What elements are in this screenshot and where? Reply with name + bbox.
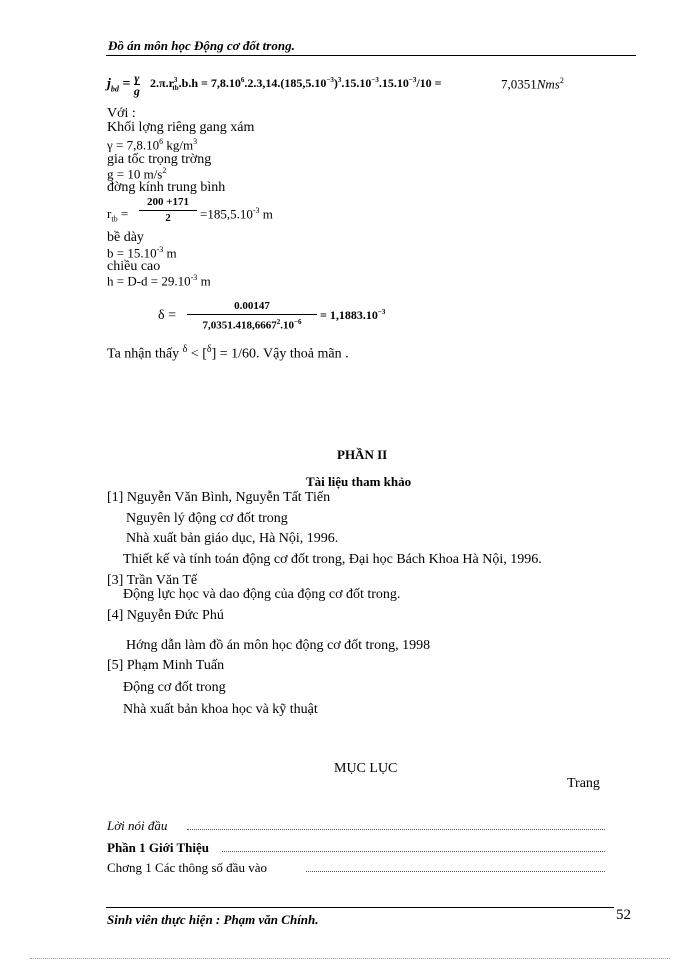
height-label: chiều cao xyxy=(107,259,161,274)
ref-5-publisher: Nhà xuất bản khoa học và kỹ thuật xyxy=(123,702,318,717)
ref-2-title: Thiết kế và tính toán động cơ đốt trong, Đại học Bách Khoa Hà Nội, 1996. xyxy=(123,552,542,567)
ref-4-author: [4] Nguyễn Đức Phú xyxy=(107,608,224,623)
delta-fraction: 0.00147 $7,0351.418,6667^2.10^{-6}$ xyxy=(187,300,317,333)
gamma-value: $\gamma = 7,8.10^6$ $kg/m^3$ xyxy=(107,137,198,153)
footer-rule xyxy=(106,907,614,908)
inertia-formula: $j_{bd}$ = $\frac{\gamma}{g}$ xyxy=(107,71,140,98)
ref-3-author: [3] Trần Văn Tế xyxy=(107,573,198,588)
delta-lhs: δ = xyxy=(158,308,176,323)
thickness-value: $b = 15.10^{-3}$ m xyxy=(107,245,177,261)
rtb-fraction: 200 +171 2 xyxy=(139,196,197,225)
ref-1-title: Nguyên lý động cơ đốt trong xyxy=(126,511,288,526)
inertia-formula-rhs: $2.\pi.r^3_{tb}.b.h = 7,8.10^6.2.3,14.(185,5.10^{-3})^3.15.10^{-3}.15.10^{-3}/10$ = xyxy=(150,76,442,93)
page-header-title: Đồ án môn học Động cơ đốt trong. xyxy=(108,38,295,53)
ref-1-publisher: Nhà xuất bản giáo dục, Hà Nội, 1996. xyxy=(126,531,339,546)
toc-leader xyxy=(187,829,605,830)
part-title: PHẦN II xyxy=(337,447,388,462)
ref-3-title: Động lực học và dao động của động cơ đốt trong. xyxy=(123,587,401,602)
references-heading: Tài liệu tham khảo xyxy=(306,474,412,489)
toc-title: MỤC LỤC xyxy=(334,761,398,776)
height-value: $h = D-d = 29.10^{-3}$ m xyxy=(107,273,211,289)
page-number: 52 xyxy=(616,907,631,923)
g-value: g = 10 $m/s^2$ xyxy=(107,166,167,182)
ref-5-title: Động cơ đốt trong xyxy=(123,680,226,695)
toc-item-part1[interactable]: Phần 1 Giới Thiệu xyxy=(107,840,209,855)
ref-4-title: Hớng dẫn làm đồ án môn học động cơ đốt trong, 1998 xyxy=(126,638,431,653)
rtb-lhs: $r_{tb}$ = xyxy=(107,206,129,224)
toc-item-preface[interactable]: Lời nói đầu xyxy=(107,818,168,833)
ref-1-authors: [1] Nguyễn Văn Bình, Nguyễn Tất Tiến xyxy=(107,490,331,505)
toc-leader xyxy=(222,851,605,852)
mass-label: Khối lợng riêng gang xám xyxy=(107,120,255,135)
g-label: gia tốc trọng trờng xyxy=(107,152,212,167)
ref-5-author: [5] Phạm Minh Tuấn xyxy=(107,658,225,673)
toc-item-chapter1[interactable]: Chơng 1 Các thông số đầu vào xyxy=(107,860,267,875)
inertia-formula-result: 7,0351Nms$^2$ xyxy=(501,76,564,92)
toc-page-label: Trang xyxy=(567,776,600,791)
delta-result: = $1,1883.10^{-3}$ xyxy=(320,308,386,322)
with-label: Với : xyxy=(107,106,136,121)
conclusion-text: Ta nhận thấy $^\delta$ < [$^\delta$] = 1/60. Vậy thoả mãn . xyxy=(107,344,349,362)
footer-student: Sinh viên thực hiện : Phạm văn Chính. xyxy=(107,912,319,927)
bottom-border xyxy=(30,958,670,959)
thickness-label: bề dày xyxy=(107,230,144,245)
toc-leader xyxy=(306,871,605,872)
diameter-label: đờng kính trung bình xyxy=(107,180,226,195)
rtb-result: $=185,5.10^{-3}$ m xyxy=(200,206,273,222)
header-rule xyxy=(106,55,636,56)
